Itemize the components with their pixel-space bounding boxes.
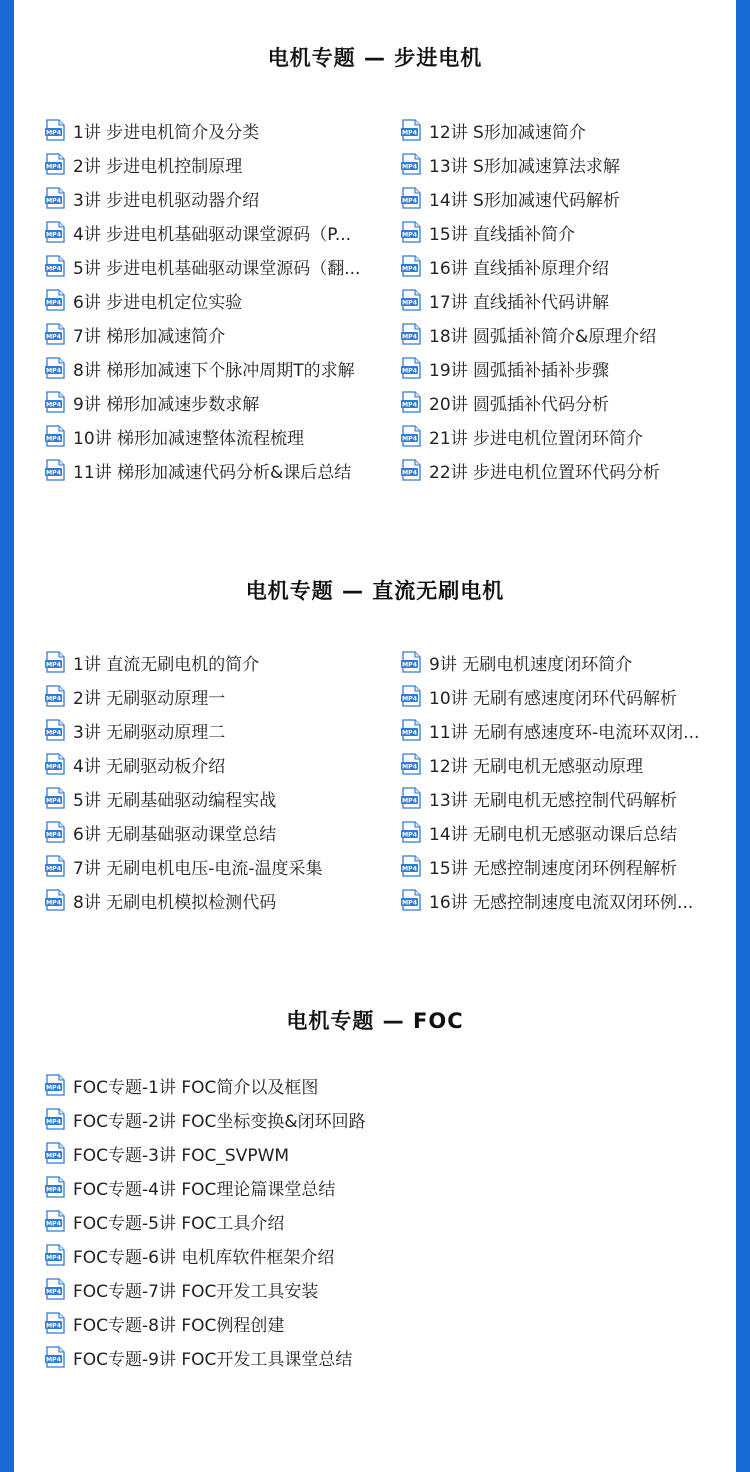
- lesson-item[interactable]: [400, 815, 720, 849]
- mp4-file-icon: [44, 1074, 66, 1096]
- svg-text:MP4: MP4: [402, 831, 417, 839]
- right-column: [400, 113, 720, 487]
- mp4-file-icon: [44, 221, 66, 243]
- svg-text:MP4: MP4: [46, 197, 61, 205]
- mp4-file-icon: [44, 889, 66, 911]
- lesson-title: 11讲 梯形加减速代码分析&课后总结: [73, 462, 352, 483]
- mp4-file-icon: [44, 289, 66, 311]
- lesson-item[interactable]: [400, 713, 720, 747]
- svg-text:MP4: MP4: [402, 231, 417, 239]
- lesson-item[interactable]: [44, 249, 374, 283]
- lesson-item[interactable]: [400, 849, 720, 883]
- svg-text:MP4: MP4: [402, 865, 417, 873]
- mp4-file-icon: [44, 1312, 66, 1334]
- svg-text:MP4: MP4: [46, 1186, 61, 1194]
- lesson-title: 8讲 梯形加减速下个脉冲周期T的求解: [73, 360, 355, 381]
- section-title: 电机专题 — 步进电机: [267, 46, 483, 70]
- mp4-file-icon: [400, 889, 422, 911]
- svg-text:MP4: MP4: [402, 729, 417, 737]
- lesson-title: 21讲 步进电机位置闭环简介: [429, 428, 644, 449]
- svg-text:MP4: MP4: [46, 469, 61, 477]
- svg-text:MP4: MP4: [46, 763, 61, 771]
- lesson-title: 22讲 步进电机位置环代码分析: [429, 462, 661, 483]
- mp4-file-icon: [44, 153, 66, 175]
- mp4-file-icon: [400, 119, 422, 141]
- lesson-title: 13讲 S形加减速算法求解: [429, 156, 620, 177]
- svg-text:MP4: MP4: [402, 129, 417, 137]
- mp4-file-icon: [400, 153, 422, 175]
- svg-text:MP4: MP4: [402, 695, 417, 703]
- mp4-file-icon: [44, 787, 66, 809]
- mp4-file-icon: [44, 323, 66, 345]
- svg-text:MP4: MP4: [46, 1288, 61, 1296]
- lesson-item[interactable]: [44, 883, 374, 917]
- lesson-item[interactable]: [44, 113, 374, 147]
- svg-text:MP4: MP4: [46, 831, 61, 839]
- lesson-title: 12讲 S形加减速简介: [429, 122, 586, 143]
- mp4-file-icon: [44, 187, 66, 209]
- svg-text:MP4: MP4: [402, 763, 417, 771]
- lesson-title: FOC专题-5讲 FOC工具介绍: [73, 1213, 285, 1234]
- svg-text:MP4: MP4: [402, 401, 417, 409]
- mp4-file-icon: [44, 685, 66, 707]
- lesson-title: 17讲 直线插补代码讲解: [429, 292, 610, 313]
- lesson-title: 1讲 直流无刷电机的简介: [73, 654, 260, 675]
- lesson-item[interactable]: [400, 283, 720, 317]
- lesson-title: 5讲 步进电机基础驱动课堂源码（翻...: [73, 258, 361, 279]
- lesson-title: 18讲 圆弧插补简介&原理介绍: [429, 326, 657, 347]
- mp4-file-icon: [400, 187, 422, 209]
- mp4-file-icon: [44, 255, 66, 277]
- svg-text:MP4: MP4: [46, 1084, 61, 1092]
- svg-text:MP4: MP4: [46, 1254, 61, 1262]
- mp4-file-icon: [44, 119, 66, 141]
- mp4-file-icon: [44, 425, 66, 447]
- svg-text:MP4: MP4: [46, 367, 61, 375]
- svg-text:MP4: MP4: [402, 899, 417, 907]
- mp4-file-icon: [400, 255, 422, 277]
- lesson-title: 7讲 无刷电机电压-电流-温度采集: [73, 858, 323, 879]
- lesson-item[interactable]: [400, 645, 720, 679]
- left-column: [44, 645, 374, 917]
- svg-text:MP4: MP4: [46, 299, 61, 307]
- mp4-file-icon: [44, 1108, 66, 1130]
- lesson-item[interactable]: [44, 1306, 704, 1340]
- mp4-file-icon: [44, 753, 66, 775]
- lesson-title: 8讲 无刷电机模拟检测代码: [73, 892, 277, 913]
- lesson-item[interactable]: [44, 1102, 704, 1136]
- lesson-title: 1讲 步进电机简介及分类: [73, 122, 260, 143]
- lesson-title: 9讲 无刷电机速度闭环简介: [429, 654, 633, 675]
- lesson-title: FOC专题-2讲 FOC坐标变换&闭环回路: [73, 1111, 366, 1132]
- svg-text:MP4: MP4: [46, 163, 61, 171]
- lesson-title: 12讲 无刷电机无感驱动原理: [429, 756, 644, 777]
- lesson-title: 2讲 无刷驱动原理一: [73, 688, 226, 709]
- lesson-item[interactable]: [44, 747, 374, 781]
- lesson-item[interactable]: [44, 1170, 704, 1204]
- mp4-file-icon: [44, 651, 66, 673]
- mp4-file-icon: [400, 821, 422, 843]
- lesson-item[interactable]: [44, 1068, 704, 1102]
- mp4-file-icon: [44, 459, 66, 481]
- svg-text:MP4: MP4: [402, 435, 417, 443]
- lesson-item[interactable]: [400, 883, 720, 917]
- lesson-item[interactable]: [400, 385, 720, 419]
- lesson-title: 10讲 无刷有感速度闭环代码解析: [429, 688, 678, 709]
- lesson-title: 6讲 步进电机定位实验: [73, 292, 243, 313]
- lesson-item[interactable]: [44, 351, 374, 385]
- lesson-title: 9讲 梯形加减速步数求解: [73, 394, 260, 415]
- lesson-title: FOC专题-7讲 FOC开发工具安装: [73, 1281, 319, 1302]
- mp4-file-icon: [400, 425, 422, 447]
- lesson-item[interactable]: [44, 713, 374, 747]
- lesson-title: FOC专题-6讲 电机库软件框架介绍: [73, 1247, 335, 1268]
- mp4-file-icon: [400, 753, 422, 775]
- lesson-title: 4讲 无刷驱动板介绍: [73, 756, 226, 777]
- lesson-item[interactable]: [44, 419, 374, 453]
- svg-text:MP4: MP4: [402, 333, 417, 341]
- lesson-item[interactable]: [44, 645, 374, 679]
- lesson-title: 15讲 直线插补简介: [429, 224, 576, 245]
- lesson-title: 5讲 无刷基础驱动编程实战: [73, 790, 277, 811]
- svg-text:MP4: MP4: [46, 797, 61, 805]
- svg-text:MP4: MP4: [46, 265, 61, 273]
- mp4-file-icon: [44, 1244, 66, 1266]
- lesson-title: 2讲 步进电机控制原理: [73, 156, 243, 177]
- section-title: 电机专题 — 直流无刷电机: [245, 579, 505, 603]
- lesson-title: 15讲 无感控制速度闭环例程解析: [429, 858, 678, 879]
- svg-text:MP4: MP4: [46, 865, 61, 873]
- svg-text:MP4: MP4: [402, 367, 417, 375]
- lesson-item[interactable]: [44, 849, 374, 883]
- lesson-item[interactable]: [44, 1204, 704, 1238]
- svg-text:MP4: MP4: [402, 469, 417, 477]
- course-list-page: [14, 0, 736, 1472]
- mp4-file-icon: [400, 323, 422, 345]
- mp4-file-icon: [44, 1278, 66, 1300]
- lesson-title: FOC专题-9讲 FOC开发工具课堂总结: [73, 1349, 353, 1370]
- lesson-item[interactable]: [400, 419, 720, 453]
- svg-text:MP4: MP4: [402, 265, 417, 273]
- mp4-file-icon: [44, 391, 66, 413]
- lesson-item[interactable]: [44, 1340, 704, 1374]
- right-column: [400, 645, 720, 917]
- lesson-title: 3讲 步进电机驱动器介绍: [73, 190, 260, 211]
- lesson-title: 14讲 S形加减速代码解析: [429, 190, 620, 211]
- svg-text:MP4: MP4: [46, 1356, 61, 1364]
- lesson-title: 20讲 圆弧插补代码分析: [429, 394, 610, 415]
- lesson-title: FOC专题-8讲 FOC例程创建: [73, 1315, 285, 1336]
- lesson-item[interactable]: [400, 747, 720, 781]
- lesson-item[interactable]: [44, 453, 374, 487]
- lesson-item[interactable]: [44, 317, 374, 351]
- lesson-item[interactable]: [400, 317, 720, 351]
- lesson-title: 16讲 无感控制速度电流双闭环例...: [429, 892, 694, 913]
- lesson-item[interactable]: [400, 781, 720, 815]
- lesson-title: 19讲 圆弧插补插补步骤: [429, 360, 610, 381]
- lesson-title: 14讲 无刷电机无感驱动课后总结: [429, 824, 678, 845]
- lesson-item[interactable]: [44, 385, 374, 419]
- mp4-file-icon: [400, 855, 422, 877]
- mp4-file-icon: [44, 821, 66, 843]
- lesson-item[interactable]: [44, 781, 374, 815]
- mp4-file-icon: [44, 719, 66, 741]
- mp4-file-icon: [400, 651, 422, 673]
- mp4-file-icon: [44, 1176, 66, 1198]
- lesson-title: 16讲 直线插补原理介绍: [429, 258, 610, 279]
- mp4-file-icon: [400, 391, 422, 413]
- lesson-item[interactable]: [400, 679, 720, 713]
- lesson-item[interactable]: [400, 249, 720, 283]
- svg-text:MP4: MP4: [46, 899, 61, 907]
- svg-text:MP4: MP4: [402, 661, 417, 669]
- lesson-item[interactable]: [44, 215, 374, 249]
- mp4-file-icon: [44, 1346, 66, 1368]
- lesson-item[interactable]: [44, 1272, 704, 1306]
- lesson-title: 10讲 梯形加减速整体流程梳理: [73, 428, 305, 449]
- svg-text:MP4: MP4: [46, 435, 61, 443]
- lesson-item[interactable]: [44, 283, 374, 317]
- lesson-title: 7讲 梯形加减速简介: [73, 326, 226, 347]
- lesson-title: FOC专题-4讲 FOC理论篇课堂总结: [73, 1179, 336, 1200]
- lesson-item[interactable]: [44, 1238, 704, 1272]
- lesson-title: 13讲 无刷电机无感控制代码解析: [429, 790, 678, 811]
- svg-text:MP4: MP4: [46, 401, 61, 409]
- mp4-file-icon: [44, 1142, 66, 1164]
- svg-text:MP4: MP4: [402, 299, 417, 307]
- svg-text:MP4: MP4: [46, 1220, 61, 1228]
- section-title: 电机专题 — FOC: [286, 1009, 464, 1033]
- lesson-item[interactable]: [44, 181, 374, 215]
- svg-text:MP4: MP4: [46, 1322, 61, 1330]
- mp4-file-icon: [400, 787, 422, 809]
- svg-text:MP4: MP4: [46, 129, 61, 137]
- lesson-item[interactable]: [44, 147, 374, 181]
- mp4-file-icon: [400, 289, 422, 311]
- mp4-file-icon: [400, 459, 422, 481]
- mp4-file-icon: [400, 685, 422, 707]
- svg-text:MP4: MP4: [46, 1152, 61, 1160]
- svg-text:MP4: MP4: [46, 333, 61, 341]
- lesson-title: 3讲 无刷驱动原理二: [73, 722, 226, 743]
- lesson-title: 6讲 无刷基础驱动课堂总结: [73, 824, 277, 845]
- svg-text:MP4: MP4: [46, 695, 61, 703]
- mp4-file-icon: [400, 221, 422, 243]
- lesson-item[interactable]: [400, 113, 720, 147]
- left-column: [44, 1068, 704, 1374]
- left-column: [44, 113, 374, 487]
- mp4-file-icon: [400, 719, 422, 741]
- lesson-title: 4讲 步进电机基础驱动课堂源码（P...: [73, 224, 352, 245]
- lesson-item[interactable]: [400, 181, 720, 215]
- mp4-file-icon: [400, 357, 422, 379]
- lesson-item[interactable]: [44, 679, 374, 713]
- mp4-file-icon: [44, 357, 66, 379]
- lesson-item[interactable]: [400, 215, 720, 249]
- lesson-item[interactable]: [44, 815, 374, 849]
- lesson-item[interactable]: [44, 1136, 704, 1170]
- svg-text:MP4: MP4: [46, 661, 61, 669]
- lesson-item[interactable]: [400, 453, 720, 487]
- mp4-file-icon: [44, 1210, 66, 1232]
- svg-text:MP4: MP4: [46, 231, 61, 239]
- svg-text:MP4: MP4: [46, 1118, 61, 1126]
- svg-text:MP4: MP4: [46, 729, 61, 737]
- lesson-title: FOC专题-1讲 FOC简介以及框图: [73, 1077, 319, 1098]
- lesson-title: FOC专题-3讲 FOC_SVPWM: [73, 1145, 290, 1166]
- lesson-item[interactable]: [400, 147, 720, 181]
- svg-text:MP4: MP4: [402, 197, 417, 205]
- lesson-item[interactable]: [400, 351, 720, 385]
- lesson-title: 11讲 无刷有感速度环-电流环双闭...: [429, 722, 700, 743]
- mp4-file-icon: [44, 855, 66, 877]
- svg-text:MP4: MP4: [402, 797, 417, 805]
- svg-text:MP4: MP4: [402, 163, 417, 171]
